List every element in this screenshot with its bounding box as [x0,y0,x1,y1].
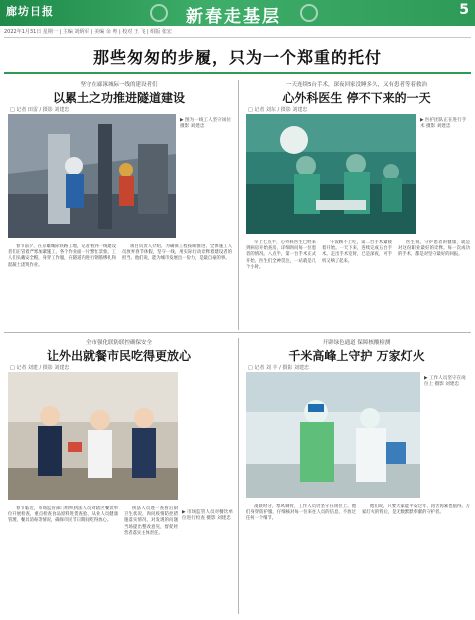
column-divider [238,80,239,330]
story3-kicker: 全市强化联防联控确保安全 [85,340,152,346]
lantern-icon [300,4,318,22]
story1-caption: ▶ 图为一线工人坚守岗位 摄影 刘建忠 [180,118,231,129]
page-number: 5 [459,2,469,18]
lantern-icon [150,4,168,22]
masthead [0,0,475,26]
story3-photo [8,372,178,500]
story2-caption: ▶ 医护团队正在进行手术 摄影 刘建忠 [420,118,467,129]
story3-caption: ▶ 市场监管人员对餐饮单位进行检查 摄影 刘建忠 [182,510,233,521]
story4-title: 千米高峰上守护 万家灯火 [288,349,425,363]
column-divider [238,338,239,614]
story2-photo [246,114,416,234]
story2-text-col1 [246,240,316,324]
story1-text-col1 [8,244,116,324]
section-divider [4,332,471,333]
story3-byline: □ 记者 刘建 / 摄影 刘建忠 [10,365,70,371]
story2-paragraph: 早上七点半，心外科医生已经来到病房开始查房，详细询问每一位患者的情况。八点半，第一台手术正式开始，医生们全神贯注，一站就是几个小时。 [246,240,316,270]
story1-paragraph: 春节前夕，在京雄城际铁路工地，记者看到一线建设者们正冒着严寒加紧施工，各个作业面一片繁忙景象。工人们头戴安全帽，身穿工作服，在隧道内进行钢筋绑扎和混凝土浇筑作业。 [8,244,116,268]
story4-paragraph: 凌晨时分，寒风刺骨，工作人员仍坚守在岗位上。他们身穿防护服，仔细核对每一位来往人员的信息，不放过任何一个细节。 [246,504,356,522]
story3-paragraph: 春节临近，市场监管部门组织执法人员对辖区餐饮单位开展检查，重点检查食品原料进货查验、从业人员健康管理、餐具消毒等情况，确保市民节日期间吃得放心。 [8,506,118,524]
story4-photo [246,372,420,498]
page-headline: 那些匆匆的步履，只为一个郑重的托付 [92,48,382,67]
story4-text-col2 [362,504,470,612]
story3-text-col2 [124,506,178,612]
story1-text-col2 [122,244,232,324]
story1-photo [8,114,176,238]
story1-byline: □ 记者 田雷 / 摄影 刘建忠 [10,107,70,113]
story2-byline: □ 记者 刘东 / 摄影 刘建忠 [248,107,308,113]
story1-title: 以累土之功推进隧道建设 [52,91,185,105]
story4-caption: ▶ 工作人员坚守在岗位上 摄影 刘建忠 [424,376,466,387]
story2-kicker: 一天连续5台手术，深夜回家没睡多久，又有患者等着救治 [285,82,427,88]
story4-kicker: 开辟绿色通道 保障核酸检测 [322,340,391,346]
section-title: 新春走基层 [186,7,281,27]
story3-title: 让外出就餐市民吃得更放心 [46,349,191,363]
story1-kicker: 坚守在廊涿城际一线的建设者们 [80,82,158,88]
story1-paragraph: 项目负责人介绍，为确保工程按期推进，全体施工人员放弃春节休假，坚守一线，用实际行动诠释着建设者的担当。他们说，能为城市发展出一份力，是最自豪的事。 [122,244,232,262]
newspaper-logo: 廊坊日报 [6,5,54,18]
story3-paragraph: 执法人员逐一查看后厨卫生状况，询问疫情防控措施落实情况，对发现的问题当场提出整改意见，督促经营者落实主体责任。 [124,506,178,536]
story2-paragraph: 午饭顾不上吃，第二台手术紧接着开始。一天下来，连续完成五台手术。走出手术室时，已是深夜，可手机又响了起来。 [322,240,392,264]
headline-rule [4,72,471,74]
story3-text-col1 [8,506,118,612]
story2-paragraph: 医生说，守护患者的健康，就是对这份职业最好的诠释。每一次成功的手术，都是对坚守最好的回报。 [398,240,470,258]
story4-text-col1 [246,504,356,612]
story2-title: 心外科医生 停不下来的一天 [282,91,431,105]
story2-text-col2 [322,240,392,324]
story2-text-col3 [398,240,470,324]
story4-byline: □ 记者 刘 丰 / 摄影 刘建忠 [248,365,309,371]
issue-info-bar: 2022年1月31日 星期一 | 主编 刘炳军 | 美编 余 粤 | 校对 王 飞 | 组版 张宏 [4,28,471,38]
story4-paragraph: 他们说，只要大家能平安过年，再苦再累也值得。万家灯火的背后，是无数默默奉献的守护者。 [362,504,470,516]
